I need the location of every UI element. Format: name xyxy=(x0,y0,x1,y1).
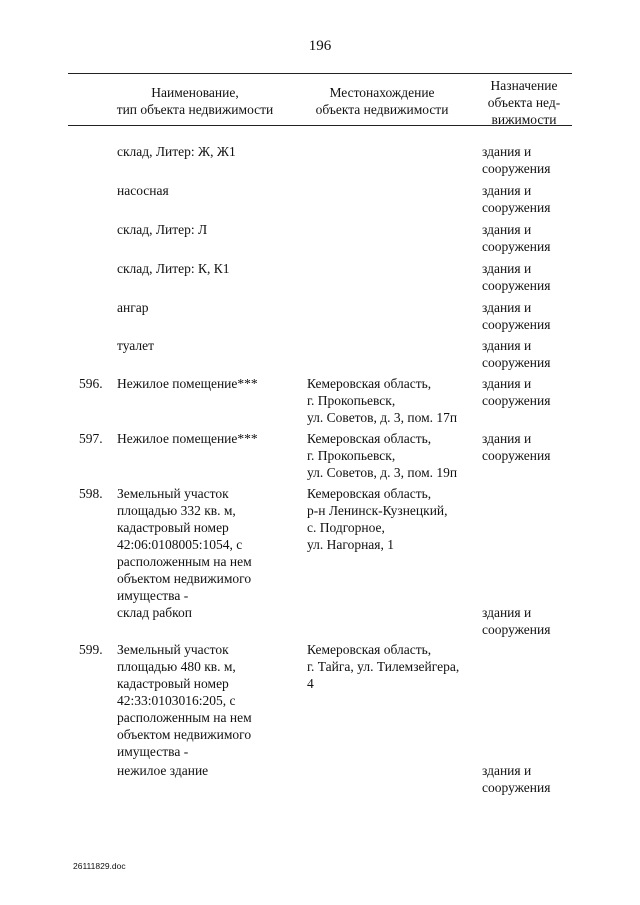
row-number: 599. xyxy=(79,642,103,657)
row-number: 596. xyxy=(79,376,103,391)
row-object-name: насосная xyxy=(117,183,169,198)
row-location: Кемеровская область, г. Прокопьевск, ул. Советов, д. 3, пом. 17п xyxy=(307,376,458,425)
row-object-name: склад, Литер: Ж, Ж1 xyxy=(117,144,236,159)
table-top-rule xyxy=(68,73,572,74)
file-name: 26111829.doc xyxy=(73,861,126,871)
row-location: Кемеровская область, р-н Ленинск-Кузнецкий, с. Подгорное, ул. Нагорная, 1 xyxy=(307,486,448,552)
header-name: Наименование, тип объекта недвижимости xyxy=(116,85,274,117)
row-object-name: склад, Литер: Л xyxy=(117,222,208,237)
row-purpose: здания и сооружения xyxy=(482,222,551,254)
row-location: Кемеровская область, г. Тайга, ул. Тилемзейгера, 4 xyxy=(307,642,460,691)
row-purpose: здания и сооружения xyxy=(482,376,551,408)
row-purpose: здания и сооружения xyxy=(482,183,551,215)
header-purpose: Назначение объекта нед- вижимости xyxy=(487,78,561,127)
row-object-name: Нежилое помещение*** xyxy=(117,431,258,446)
table-header-rule xyxy=(68,125,572,126)
row-purpose: здания и сооружения xyxy=(482,431,551,463)
row-purpose: здания и сооружения xyxy=(482,605,551,637)
row-purpose: здания и сооружения xyxy=(482,144,551,176)
row-number: 598. xyxy=(79,486,103,501)
page-number: 196 xyxy=(308,38,332,54)
row-object-name: Земельный участок площадью 332 кв. м, кадастровый номер 42:06:0108005:1054, с расположенным на нем объектом недвижимого имущества - xyxy=(117,486,252,603)
row-purpose: здания и сооружения xyxy=(482,338,551,370)
row-object-name: ангар xyxy=(117,300,149,315)
row-object-name: Земельный участок площадью 480 кв. м, кадастровый номер 42:33:0103016:205, с расположенным на нем объектом недвижимого имущества - xyxy=(117,642,252,759)
row-object-name: склад, Литер: К, К1 xyxy=(117,261,230,276)
row-object-name: туалет xyxy=(117,338,155,353)
row-number: 597. xyxy=(79,431,103,446)
row-location: Кемеровская область, г. Прокопьевск, ул. Советов, д. 3, пом. 19п xyxy=(307,431,458,480)
row-purpose: здания и сооружения xyxy=(482,261,551,293)
header-location: Местонахождение объекта недвижимости xyxy=(315,85,449,117)
row-object-name: склад рабкоп xyxy=(117,605,192,620)
row-object-name: Нежилое помещение*** xyxy=(117,376,258,391)
row-purpose: здания и сооружения xyxy=(482,300,551,332)
row-purpose: здания и сооружения xyxy=(482,763,551,795)
row-object-name: нежилое здание xyxy=(117,763,209,778)
